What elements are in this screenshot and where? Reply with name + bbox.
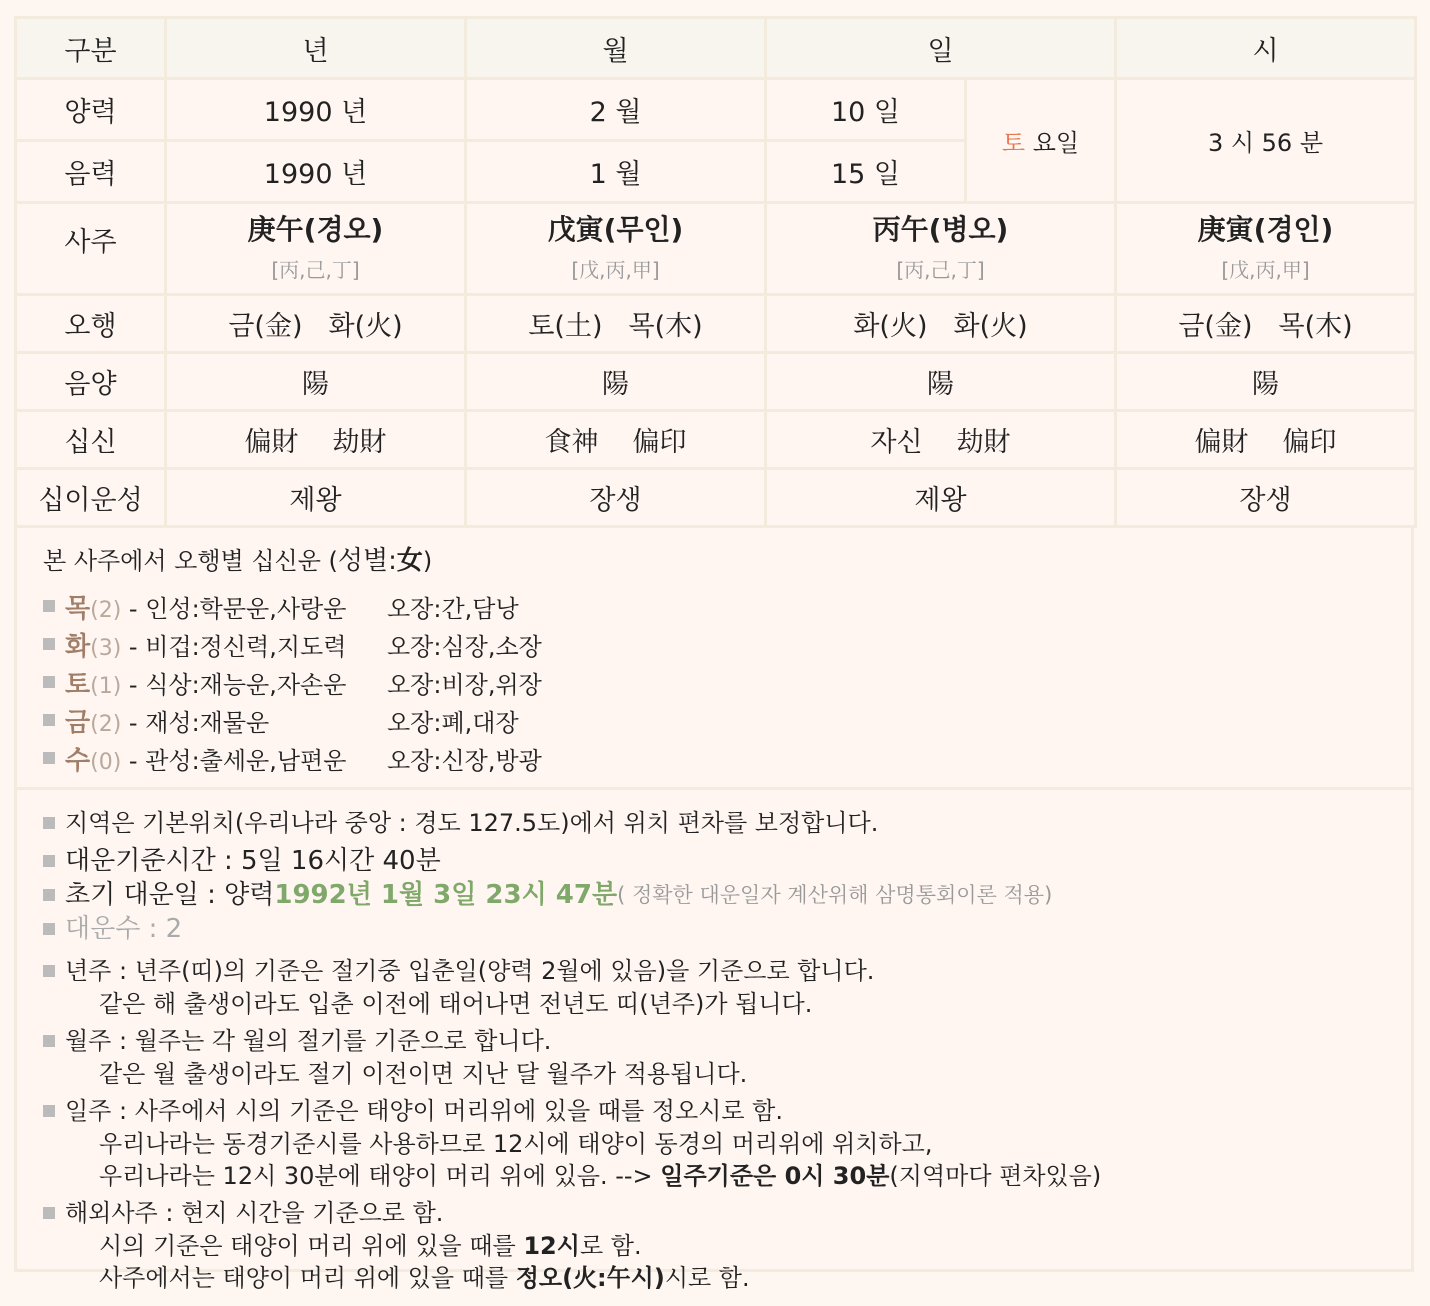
eumyang-row [16, 353, 1416, 411]
element-count: (2) [90, 711, 122, 737]
element-count: (1) [90, 673, 122, 699]
lunar-label: 음력 [16, 141, 166, 203]
ohaeng-branch: 목(木) [1278, 311, 1353, 342]
element-desc: - 인성:학문운,사랑운 [121, 594, 347, 623]
sipsin-cell [466, 411, 766, 469]
sipsin-branch: 偏印 [632, 427, 687, 458]
bullet-square-icon [43, 923, 55, 935]
note-subtext-bold: 정오(火:午시) [515, 1264, 665, 1292]
sipsin-cell [1116, 411, 1416, 469]
note-region [43, 806, 1411, 840]
note-day-rule [43, 1094, 1411, 1128]
note-text: 대운수 : 2 [65, 914, 183, 944]
summary-item [43, 739, 1411, 777]
sipsin-branch: 偏印 [1282, 427, 1337, 458]
solar-row [16, 79, 1416, 141]
bullet-square-icon [43, 889, 55, 901]
ohaeng-stem: 금(金) [1178, 311, 1253, 342]
note-subtext-prefix: 우리나라는 12시 30분에 태양이 머리 위에 있음. --> [99, 1162, 661, 1190]
ohaeng-branch: 화(火) [953, 311, 1028, 342]
note-subtext [43, 1262, 1411, 1294]
note-subtext [43, 1160, 1411, 1192]
note-text: 일주 : 사주에서 시의 기준은 태양이 머리위에 있을 때를 정오시로 함. [65, 1097, 783, 1125]
note-subtext-suffix: (지역마다 편차있음) [889, 1162, 1102, 1190]
pillar-ganji: 丙午(병오) [872, 213, 1009, 246]
summary-item [43, 701, 1411, 739]
solar-year: 1990 년 [166, 79, 466, 141]
pillar-jijang: [丙,己,丁] [896, 258, 985, 282]
element-organ: 오장:비장,위장 [387, 670, 542, 699]
note-subtext: 같은 월 출생이라도 절기 이전이면 지난 달 월주가 적용됩니다. [99, 1060, 748, 1088]
element-name: 목 [65, 593, 91, 624]
solar-day: 10 일 [766, 79, 966, 141]
summary-title-prefix: 본 사주에서 오행별 십신운 ( [43, 547, 338, 575]
element-count: (3) [90, 635, 122, 661]
element-name: 수 [65, 745, 91, 776]
header-month: 월 [466, 18, 766, 79]
note-subtext: 우리나라는 동경기준시를 사용하므로 12시에 태양이 동경의 머리위에 위치하고, [99, 1130, 933, 1158]
note-subtext-prefix: 사주에서는 태양이 머리 위에 있을 때를 [99, 1264, 516, 1292]
note-subtext: 같은 해 출생이라도 입춘 이전에 태어나면 전년도 띠(년주)가 됩니다. [99, 990, 813, 1018]
gender-value: 女 [396, 546, 423, 576]
ohaeng-label: 오행 [16, 295, 166, 353]
note-month-rule [43, 1024, 1411, 1058]
ohaeng-cell [166, 295, 466, 353]
bullet-square-icon [43, 638, 55, 650]
lunar-month: 1 월 [466, 141, 766, 203]
eumyang-label: 음양 [16, 353, 166, 411]
saju-row [16, 203, 1416, 295]
element-name: 금 [65, 707, 91, 738]
sibiunseong-cell: 제왕 [166, 469, 466, 527]
ohaeng-stem: 금(金) [228, 311, 303, 342]
weekday-suffix: 요일 [1032, 129, 1080, 157]
saju-label: 사주 [16, 203, 166, 295]
header-year: 년 [166, 18, 466, 79]
bullet-square-icon [43, 714, 55, 726]
summary-item [43, 587, 1411, 625]
pillar-ganji: 庚寅(경인) [1197, 213, 1334, 246]
note-subtext-prefix: 시의 기준은 태양이 머리 위에 있을 때를 [99, 1232, 524, 1260]
solar-label: 양력 [16, 79, 166, 141]
weekday-char: 토 [1001, 129, 1026, 157]
note-year-rule [43, 954, 1411, 988]
note-text: 해외사주 : 현지 시간을 기준으로 함. [65, 1199, 444, 1227]
pillar-day [766, 203, 1116, 295]
header-day: 일 [766, 18, 1116, 79]
sibiunseong-cell: 제왕 [766, 469, 1116, 527]
ohaeng-branch: 목(木) [628, 311, 703, 342]
note-subtext-suffix: 로 함. [579, 1232, 642, 1260]
sibiunseong-cell: 장생 [466, 469, 766, 527]
lunar-day: 15 일 [766, 141, 966, 203]
note-text: 초기 대운일 : 양력 [65, 880, 275, 910]
bullet-square-icon [43, 1035, 55, 1047]
sipsin-row [16, 411, 1416, 469]
sibiunseong-label: 십이운성 [16, 469, 166, 527]
element-organ: 오장:간,담낭 [387, 594, 519, 623]
bullet-square-icon [43, 752, 55, 764]
note-text: 년주 : 년주(띠)의 기준은 절기중 입춘일(양력 2월에 있음)을 기준으로 합니다. [65, 957, 875, 985]
note-text: 대운기준시간 : 5일 16시간 40분 [65, 846, 441, 876]
summary-title-suffix: ) [422, 547, 433, 575]
solar-month: 2 월 [466, 79, 766, 141]
ohaeng-stem: 화(火) [853, 311, 928, 342]
pillar-year [166, 203, 466, 295]
pillar-ganji: 庚午(경오) [247, 213, 384, 246]
eumyang-cell: 陽 [466, 353, 766, 411]
sipsin-stem: 偏財 [244, 427, 299, 458]
eumyang-cell: 陽 [166, 353, 466, 411]
note-subtext-bold: 12시 [523, 1232, 580, 1260]
bullet-square-icon [43, 1207, 55, 1219]
pillar-ganji: 戊寅(무인) [547, 213, 684, 246]
bullet-square-icon [43, 600, 55, 612]
lunar-year: 1990 년 [166, 141, 466, 203]
bullet-square-icon [43, 676, 55, 688]
birth-time: 3 시 56 분 [1116, 79, 1416, 203]
note-daeun-time [43, 844, 1411, 878]
note-text: 월주 : 월주는 각 월의 절기를 기준으로 합니다. [65, 1027, 552, 1055]
early-daeun-date: 1992년 1월 3일 23시 47분 [274, 880, 618, 910]
bullet-square-icon [43, 855, 55, 867]
sipsin-branch: 劫財 [956, 427, 1011, 458]
ohaeng-branch: 화(火) [328, 311, 403, 342]
gender-label: 성별: [337, 546, 397, 576]
pillar-month [466, 203, 766, 295]
sibiunseong-cell: 장생 [1116, 469, 1416, 527]
element-desc: - 재성:재물운 [121, 708, 270, 737]
ohaeng-cell [766, 295, 1116, 353]
element-count: (2) [90, 597, 122, 623]
element-organ: 오장:폐,대장 [387, 708, 519, 737]
sipsin-stem: 食神 [544, 427, 599, 458]
note-overseas-rule [43, 1196, 1411, 1230]
eumyang-cell: 陽 [1116, 353, 1416, 411]
saju-table [14, 16, 1417, 528]
ohaeng-cell [1116, 295, 1416, 353]
saju-result [14, 16, 1414, 1292]
header-hour: 시 [1116, 18, 1416, 79]
weekday-cell [966, 79, 1116, 203]
ohaeng-summary [14, 528, 1414, 790]
bullet-square-icon [43, 817, 55, 829]
header-gubun: 구분 [16, 18, 166, 79]
note-subtext-suffix: 시로 함. [664, 1264, 750, 1292]
element-desc: - 관성:출세운,남편운 [121, 746, 347, 775]
summary-item [43, 663, 1411, 701]
note-subtext [43, 1230, 1411, 1262]
sipsin-stem: 자신 [870, 427, 923, 458]
summary-item [43, 625, 1411, 663]
eumyang-cell: 陽 [766, 353, 1116, 411]
sipsin-cell [166, 411, 466, 469]
bullet-square-icon [43, 1105, 55, 1117]
bullet-square-icon [43, 965, 55, 977]
ohaeng-stem: 토(土) [528, 311, 603, 342]
sipsin-branch: 劫財 [332, 427, 387, 458]
header-row [16, 18, 1416, 79]
ohaeng-row [16, 295, 1416, 353]
ohaeng-cell [466, 295, 766, 353]
pillar-jijang: [丙,己,丁] [271, 258, 360, 282]
pillar-jijang: [戊,丙,甲] [571, 258, 660, 282]
element-organ: 오장:심장,소장 [387, 632, 542, 661]
element-organ: 오장:신장,방광 [387, 746, 542, 775]
note-text: 지역은 기본위치(우리나라 중앙 : 경도 127.5도)에서 위치 편차를 보정합니다. [65, 809, 879, 837]
note-early-daeun [43, 878, 1411, 912]
sipsin-label: 십신 [16, 411, 166, 469]
summary-title [43, 540, 1411, 577]
note-subtext-bold: 일주기준은 0시 30분 [660, 1162, 890, 1190]
element-desc: - 비겁:정신력,지도력 [121, 632, 347, 661]
sibiunseong-row [16, 469, 1416, 527]
element-name: 토 [65, 669, 91, 700]
pillar-hour [1116, 203, 1416, 295]
early-daeun-note: ( 정확한 대운일자 계산위해 삼명통회이론 적용) [617, 883, 1053, 907]
element-name: 화 [65, 631, 91, 662]
element-count: (0) [90, 749, 122, 775]
notes-box [14, 790, 1414, 1292]
sipsin-cell [766, 411, 1116, 469]
sipsin-stem: 偏財 [1194, 427, 1249, 458]
element-desc: - 식상:재능운,자손운 [121, 670, 347, 699]
pillar-jijang: [戊,丙,甲] [1221, 258, 1310, 282]
note-daeun-su [43, 912, 1411, 946]
